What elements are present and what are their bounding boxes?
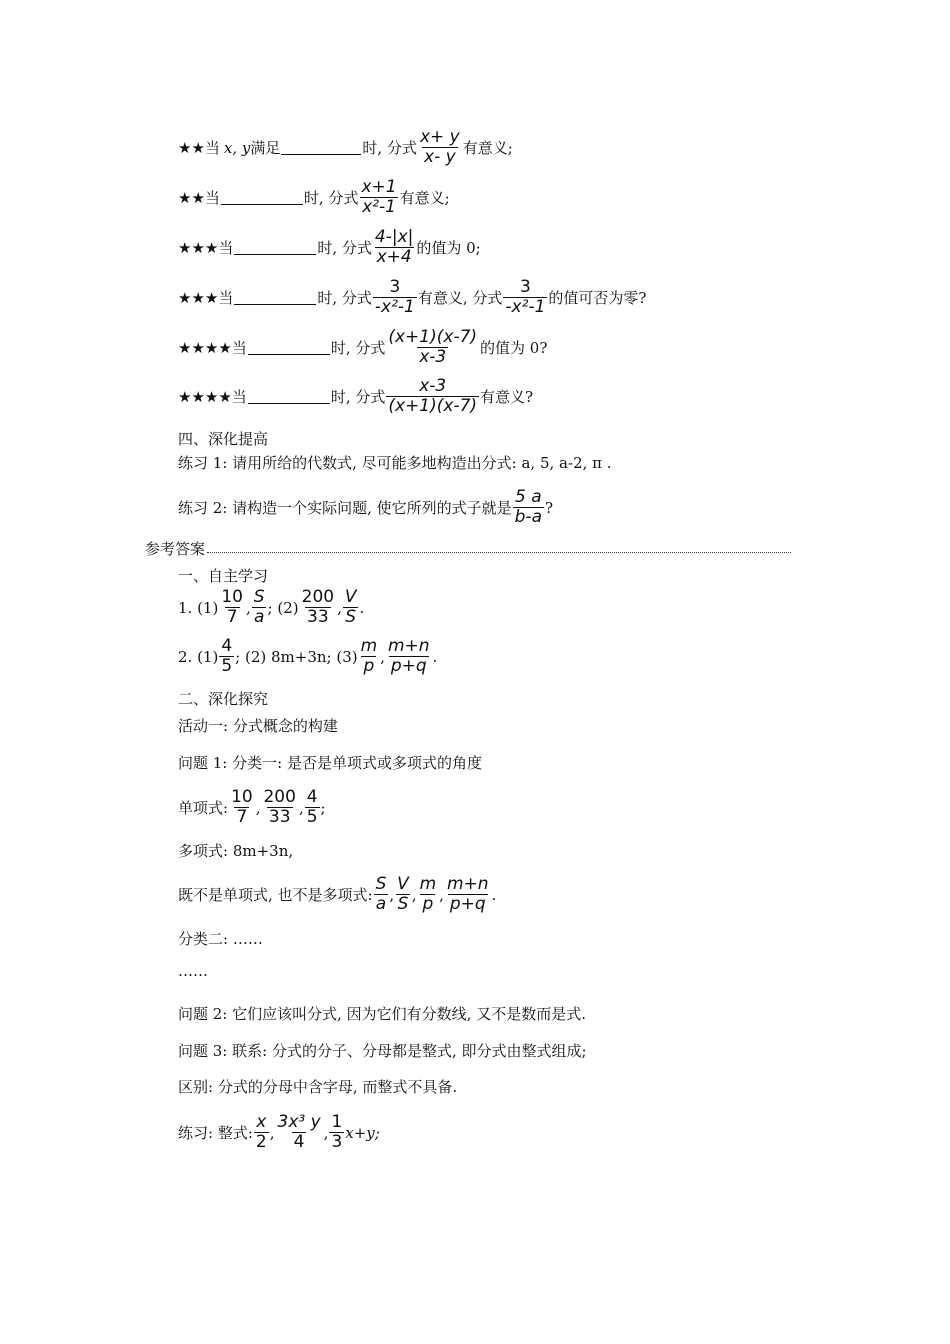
denominator: 7 [226,607,238,627]
fraction [418,128,462,167]
answer-blank[interactable] [281,140,361,155]
difficulty-stars: ★★★★ [178,387,232,406]
fraction [374,875,389,914]
fraction [386,328,479,367]
numerator: 5 a [515,487,542,507]
comma: , [245,598,251,617]
comma: , [255,798,261,817]
question-1: 问题 1: 分类一: 是否是单项式或多项式的角度 [178,754,482,772]
problem-text: 满足 [250,139,281,157]
question-3: 问题 3: 联系: 分式的分子、分母都是整式, 即分式由整式组成; [178,1042,587,1060]
denominator: x-3 [419,347,447,367]
numerator: m+n [387,636,430,656]
neither-line [178,875,496,914]
fraction [305,788,320,827]
numerator: x+1 [361,177,397,197]
problem-text: 时, 分式 [362,139,417,157]
answer-text: 1. (1) [178,598,219,617]
comma: , [337,598,342,617]
exercise-1: 练习 1: 请用所给的代数式, 尽可能多地构造出分式: a, 5, a-2, π . [178,454,612,472]
denominator: 3 [331,1132,343,1152]
exercise-text: 练习 2: 请构造一个实际问题, 使它所列的式子就是 [178,499,512,517]
problem-text: 有意义; [399,189,450,207]
problem-text: 有意义? [480,388,534,406]
fraction [386,637,432,676]
answer-blank[interactable] [234,290,316,305]
fraction [386,377,479,416]
difference-line: 区别: 分式的分母中含字母, 而整式不具备. [178,1078,458,1096]
answer-text: ; (2) 8m+3n; (3) [235,647,358,666]
comma: , [411,885,417,904]
problem-1 [178,128,513,167]
numerator: (x+1)(x-7) [388,327,478,347]
denominator: a [375,894,387,914]
answers-heading: 参考答案 [145,540,206,558]
denominator: a [253,607,265,627]
denominator: S [397,894,409,914]
numerator: x+ y [419,127,460,147]
answer-text: ; (2) [267,598,299,617]
denominator: p [363,656,375,676]
answer-text: . [432,647,438,666]
numerator: 3x³ y [277,1112,321,1132]
numerator: x [256,1112,267,1132]
polynomials-line: 多项式: 8m+3n, [178,842,294,860]
comma: , [380,647,385,666]
numerator: V [397,874,409,894]
problem-text: 当 [204,139,220,157]
problem-text: 当 [231,339,247,357]
fraction [359,637,380,676]
problem-text: 的值为 0? [480,339,548,357]
denominator: p+q [449,894,486,914]
difficulty-stars: ★★★★ [178,338,232,357]
denominator: 7 [236,807,248,827]
fraction [229,788,255,827]
difficulty-stars: ★★ [178,188,205,207]
numerator: 4 [306,787,318,807]
fraction [219,588,245,627]
numerator: 4-|x| [374,227,414,247]
fraction [418,875,439,914]
problem-text: 有意义, 分式 [417,289,503,307]
difficulty-stars: ★★★ [178,238,219,257]
denominator: 5 [221,656,233,676]
denominator: x²-1 [362,197,396,217]
comma: , [323,1123,329,1142]
problem-4 [178,278,646,317]
fraction [300,588,336,627]
numerator: m [419,874,437,894]
numerator: S [375,874,387,894]
problem-text: 有意义; [462,139,513,157]
denominator: x+4 [376,247,412,267]
ellipsis: …… [178,962,208,980]
problem-text: 时, 分式 [303,189,359,207]
comma: , [298,798,304,817]
dotted-divider [207,544,791,553]
exercise-2 [178,488,553,527]
answer-blank[interactable] [221,190,303,205]
label: ; [320,798,326,817]
question-2: 问题 2: 它们应该叫分式, 因为它们有分数线, 又不是数而是式. [178,1005,586,1023]
numerator: 200 [263,787,296,807]
comma: , [439,885,444,904]
denominator: 33 [268,807,291,827]
problem-text: 时, 分式 [317,239,372,257]
fraction [513,488,544,527]
denominator: -x²-1 [374,297,415,317]
answer-1 [178,588,364,627]
fraction [252,588,267,627]
numerator: 3 [389,277,401,297]
answer-2 [178,637,437,676]
answer-blank[interactable] [248,389,330,404]
label: 练习: 整式: [178,1124,253,1142]
difficulty-stars: ★★ [178,138,205,157]
problem-vars: x, y [223,138,251,157]
numerator: 4 [221,636,233,656]
fraction [373,228,415,267]
problem-text: 时, 分式 [330,388,386,406]
numerator: 3 [519,277,531,297]
problem-2 [178,178,450,217]
denominator: 4 [293,1132,305,1152]
problem-3 [178,228,481,267]
section-heading: 一、自主学习 [178,567,269,585]
fraction [445,875,491,914]
denominator: -x²-1 [505,297,546,317]
problem-text: 时, 分式 [317,289,372,307]
problem-5 [178,328,547,367]
fraction [359,178,398,217]
answer-blank[interactable] [234,240,316,255]
denominator: p [422,894,434,914]
numerator: S [253,587,265,607]
numerator: 1 [331,1112,343,1132]
label: 既不是单项式, 也不是多项式: [178,886,373,904]
answer-text: 2. (1) [178,647,219,666]
denominator: 2 [255,1132,267,1152]
denominator: x- y [424,147,456,167]
denominator: S [345,607,357,627]
numerator: 10 [231,787,253,807]
classification-2: 分类二: …… [178,930,263,948]
fraction [343,588,359,627]
section-heading: 四、深化提高 [178,430,269,448]
denominator: (x+1)(x-7) [388,396,478,416]
fraction [219,637,234,676]
fraction [395,875,411,914]
monomials-line [178,788,326,827]
exercise-integral [178,1113,380,1152]
problem-6 [178,377,533,416]
numerator: 200 [301,587,335,607]
comma: , [389,885,395,904]
problem-text: 当 [204,189,220,207]
numerator: x-3 [419,376,447,396]
comma: , [269,1123,275,1142]
label: . [491,885,497,904]
answers-heading-row [145,538,791,559]
numerator: m [360,636,378,656]
fraction [254,1113,269,1152]
numerator: m+n [446,874,489,894]
problem-text: 的值可否为零? [548,289,647,307]
denominator: b-a [514,507,543,527]
denominator: p+q [390,656,427,676]
fraction [373,278,417,317]
exercise-text: ? [545,498,554,517]
fraction [261,788,297,827]
problem-text: 当 [231,388,247,406]
denominator: 5 [306,807,318,827]
activity-heading: 活动一: 分式概念的构建 [178,717,338,735]
numerator: V [344,587,357,607]
problem-text: 当 [218,289,234,307]
numerator: 10 [221,587,243,607]
difficulty-stars: ★★★ [178,288,219,307]
problem-text: 当 [218,239,234,257]
problem-text: 时, 分式 [330,339,386,357]
label: 单项式: [178,799,229,817]
fraction [503,278,547,317]
section-heading: 二、深化探究 [178,690,269,708]
label: x+y; [345,1123,380,1142]
problem-text: 的值为 0; [416,239,481,257]
denominator: 33 [307,607,329,627]
answer-text: . [359,598,365,617]
fraction [329,1113,344,1152]
answer-blank[interactable] [248,340,330,355]
fraction [276,1113,323,1152]
